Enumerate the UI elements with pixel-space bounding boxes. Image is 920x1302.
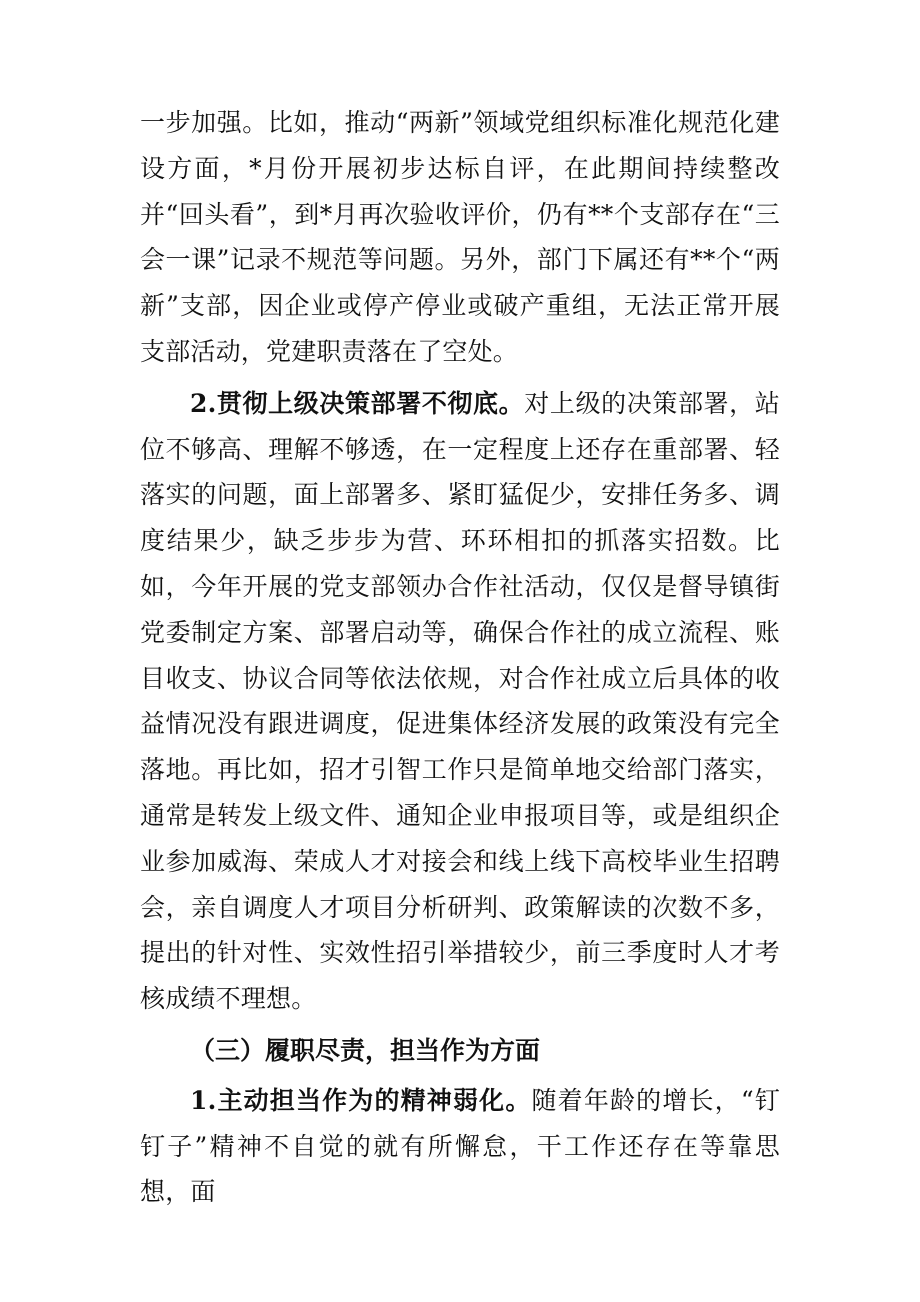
paragraph-item-1: [140, 1078, 780, 1215]
paragraph-continuation: [140, 100, 780, 375]
paragraph-text: 一步加强。比如，推动“两新”领域党组织标准化规范化建设方面，*月份开展初步达标自评，在此期间持续整改并“回头看”，到*月再次验收评价，仍有**个支部存在“三会一课”记录不规范等问题。另外，部门下属还有**个“两新”支部，因企业或停产停业或破产重组，无法正常开展支部活动，党建职责落在了空处。: [140, 108, 780, 366]
item-1-heading: 1.主动担当作为的精神弱化。: [190, 1085, 532, 1115]
item-2-heading: 2.贯彻上级决策部署不彻底。: [190, 388, 525, 418]
item-1-text: 随着年龄的增长，“钉钉子”精神不自觉的就有所懈怠，干工作还存在等靠思想，面: [140, 1085, 780, 1207]
paragraph-item-2: [140, 381, 780, 1022]
item-2-text: 对上级的决策部署，站位不够高、理解不够透，在一定程度上还存在重部署、轻落实的问题，面上部署多、紧盯猛促少，安排任务多、调度结果少，缺乏步步为营、环环相扣的抓落实招数。比如，今年开展的党支部领办合作社活动，仅仅是督导镇街党委制定方案、部署启动等，确保合作社的成立流程、账目收支、协议合同等依法依规，对合作社成立后具体的收益情况没有跟进调度，促进集体经济发展的政策没有完全落地。再比如，招才引智工作只是简单地交给部门落实，通常是转发上级文件、通知企业申报项目等，或是组织企业参加威海、荣成人才对接会和线上线下高校毕业生招聘会，亲自调度人才项目分析研判、政策解读的次数不多，提出的针对性、实效性招引举措较少，前三季度时人才考核成绩不理想。: [140, 388, 780, 1014]
section-heading-3: （三）履职尽责，担当作为方面: [190, 1035, 541, 1065]
document-body: [140, 100, 780, 1215]
